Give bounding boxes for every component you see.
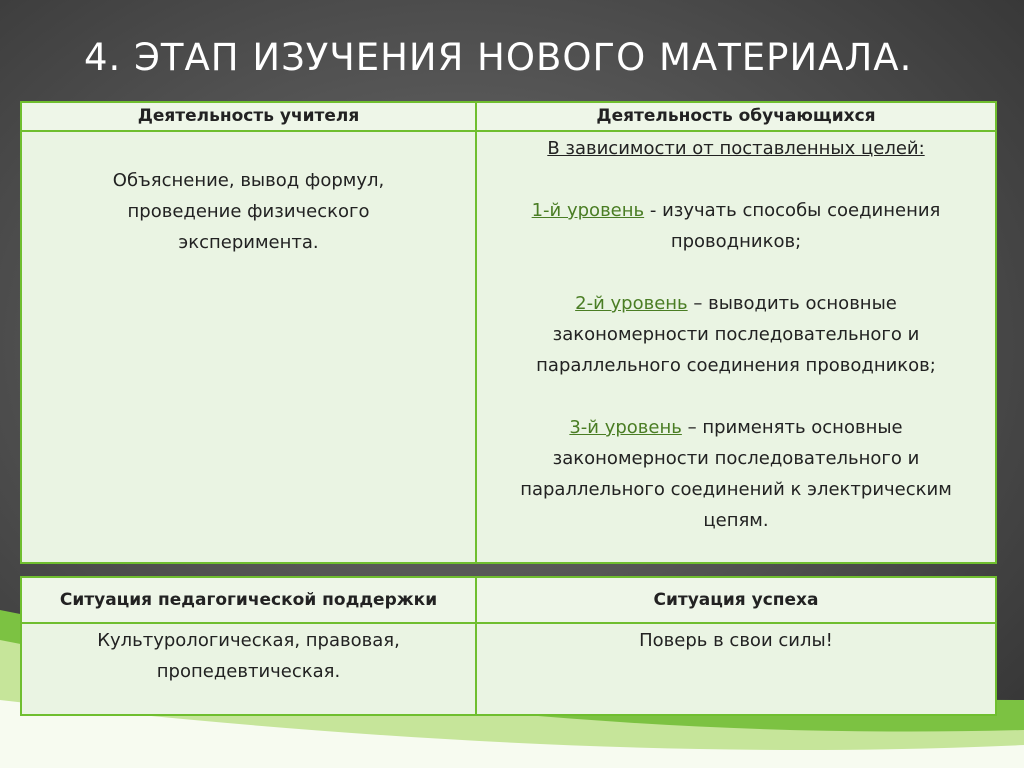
header-success-situation: Ситуация успеха: [476, 577, 996, 623]
pedagogical-support-cell: [21, 623, 476, 715]
level-3-text: цепям.: [703, 510, 769, 531]
slide-title: 4. ЭТАП ИЗУЧЕНИЯ НОВОГО МАТЕРИАЛА.: [84, 36, 913, 79]
level-1-label: 1-й уровень: [531, 200, 645, 221]
header-pedagogical-support: Ситуация педагогической поддержки: [21, 577, 476, 623]
header-student-activity: Деятельность обучающихся: [476, 102, 996, 131]
support-line: пропедевтическая.: [156, 661, 341, 682]
teacher-line: Объяснение, вывод формул,: [112, 170, 385, 191]
teacher-line: эксперимента.: [178, 232, 319, 253]
level-2-text: закономерности последовательного и: [552, 324, 920, 345]
header-teacher-activity: Деятельность учителя: [21, 102, 476, 131]
level-3-text: закономерности последовательного и: [552, 448, 920, 469]
level-3: [498, 412, 974, 443]
activity-table: [20, 101, 997, 564]
teacher-line: проведение физического: [127, 201, 370, 222]
level-2-text: – выводить основные: [687, 293, 897, 314]
student-activity-cell: [476, 131, 996, 563]
students-intro: В зависимости от поставленных целей:: [547, 138, 925, 159]
level-2-text: параллельного соединения проводников;: [536, 355, 936, 376]
level-1-text: - изучать способы соединения: [644, 200, 941, 221]
level-3-text: – применять основные: [681, 417, 903, 438]
support-line: Культурологическая, правовая,: [97, 630, 400, 651]
success-situation-cell: [476, 623, 996, 715]
teacher-activity-cell: [21, 131, 476, 563]
level-1: [498, 195, 974, 226]
level-1-text: проводников;: [670, 231, 802, 252]
level-3-text: параллельного соединений к электрическим: [520, 479, 952, 500]
level-2-label: 2-й уровень: [575, 293, 688, 314]
success-line: Поверь в свои силы!: [639, 630, 833, 651]
level-3-label: 3-й уровень: [569, 417, 682, 438]
level-2: [498, 288, 974, 319]
situation-table: [20, 576, 997, 716]
